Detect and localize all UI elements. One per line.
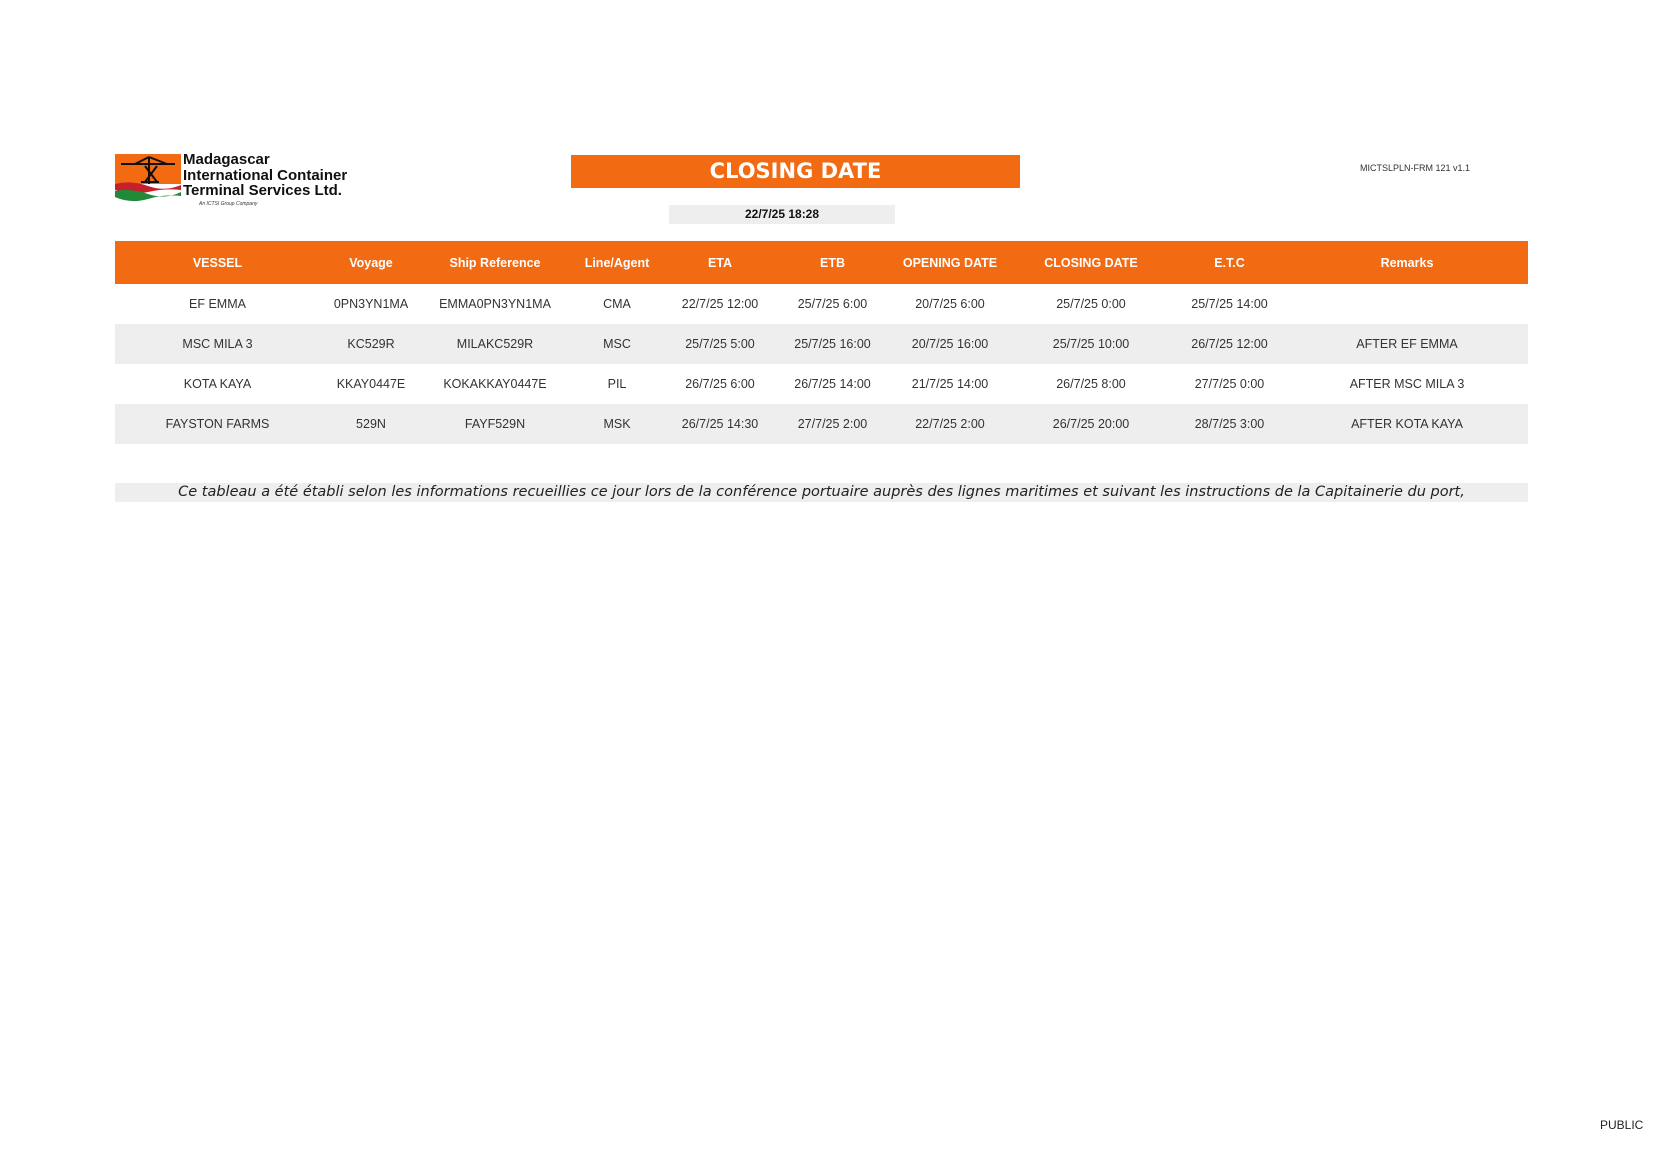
cell-closing-date: 25/7/25 0:00 — [1056, 297, 1126, 311]
cell-voyage: 529N — [356, 417, 386, 431]
crane-logo-icon — [115, 154, 181, 202]
cell-opening-date: 21/7/25 14:00 — [911, 377, 989, 391]
column-header-etc: E.T.C — [1214, 255, 1245, 270]
table-row — [115, 404, 1528, 444]
cell-ship-reference: FAYF529N — [464, 417, 526, 431]
cell-eta: 22/7/25 12:00 — [681, 297, 759, 311]
cell-opening-date: 20/7/25 6:00 — [915, 297, 985, 311]
cell-remarks: AFTER MSC MILA 3 — [1349, 377, 1465, 391]
cell-etb: 27/7/25 2:00 — [797, 417, 868, 431]
cell-ship-reference: KOKAKKAY0447E — [443, 377, 547, 391]
cell-line-agent: MSC — [603, 337, 631, 351]
cell-line-agent: CMA — [603, 297, 631, 311]
cell-etc: 28/7/25 3:00 — [1194, 417, 1265, 431]
logo-line-2: International Container — [183, 166, 348, 184]
cell-eta: 26/7/25 14:30 — [681, 417, 759, 431]
form-code: MICTSLPLN-FRM 121 v1.1 — [1360, 163, 1471, 173]
table-row — [115, 324, 1528, 364]
cell-voyage: KKAY0447E — [336, 377, 406, 391]
cell-vessel: FAYSTON FARMS — [165, 417, 270, 431]
logo-line-3: Terminal Services Ltd. — [183, 182, 342, 199]
cell-eta: 25/7/25 5:00 — [685, 337, 755, 351]
cell-closing-date: 26/7/25 8:00 — [1056, 377, 1126, 391]
cell-closing-date: 26/7/25 20:00 — [1052, 417, 1130, 431]
cell-vessel: MSC MILA 3 — [182, 337, 253, 351]
cell-ship-reference: MILAKC529R — [456, 337, 534, 351]
cell-remarks — [1286, 284, 1528, 324]
table-row — [115, 284, 1528, 324]
cell-vessel: EF EMMA — [189, 297, 246, 311]
logo-line-1: Madagascar — [183, 151, 270, 168]
cell-closing-date: 25/7/25 10:00 — [1052, 337, 1130, 351]
column-header-eta: ETA — [707, 255, 733, 270]
cell-etb: 26/7/25 14:00 — [794, 377, 871, 391]
column-header-opening-date: OPENING DATE — [902, 255, 998, 270]
column-header-ship-reference: Ship Reference — [449, 255, 541, 270]
cell-eta: 26/7/25 6:00 — [685, 377, 755, 391]
cell-etc: 27/7/25 0:00 — [1194, 377, 1265, 391]
cell-remarks: AFTER KOTA KAYA — [1351, 417, 1463, 431]
cell-voyage: 0PN3YN1MA — [333, 297, 409, 311]
column-header-remarks: Remarks — [1380, 255, 1434, 270]
classification-label: PUBLIC — [1600, 1118, 1644, 1132]
cell-etb: 25/7/25 16:00 — [794, 337, 871, 351]
table-row — [115, 364, 1528, 404]
footnote: Ce tableau a été établi selon les informations recueillies ce jour lors de la conférence portuaire auprès des lignes maritimes et suivant les instructions de la Capitainerie du port, — [115, 483, 1528, 502]
cell-line-agent: PIL — [607, 377, 627, 391]
column-header-line-agent: Line/Agent — [584, 255, 650, 270]
vessel-schedule-table — [115, 241, 1528, 444]
table-body — [115, 284, 1528, 444]
column-header-closing-date: CLOSING DATE — [1044, 255, 1138, 270]
page-title: CLOSING DATE — [571, 155, 1020, 188]
table-header-row — [115, 241, 1528, 284]
cell-line-agent: MSK — [603, 417, 631, 431]
cell-opening-date: 22/7/25 2:00 — [915, 417, 985, 431]
logo-tagline: An ICTSI Group Company — [199, 201, 258, 207]
column-header-etb: ETB — [820, 255, 845, 270]
cell-voyage: KC529R — [347, 337, 395, 351]
cell-etb: 25/7/25 6:00 — [797, 297, 868, 311]
cell-ship-reference: EMMA0PN3YN1MA — [439, 297, 551, 311]
report-date: 22/7/25 18:28 — [669, 205, 895, 224]
column-header-vessel: VESSEL — [192, 255, 243, 270]
logo-text — [183, 152, 347, 199]
column-header-voyage: Voyage — [349, 255, 393, 270]
table-header — [115, 241, 1528, 284]
cell-opening-date: 20/7/25 16:00 — [911, 337, 989, 351]
cell-etc: 25/7/25 14:00 — [1191, 297, 1268, 311]
cell-etc: 26/7/25 12:00 — [1191, 337, 1268, 351]
company-logo — [115, 152, 355, 212]
cell-remarks: AFTER EF EMMA — [1356, 337, 1458, 351]
cell-vessel: KOTA KAYA — [183, 377, 252, 391]
